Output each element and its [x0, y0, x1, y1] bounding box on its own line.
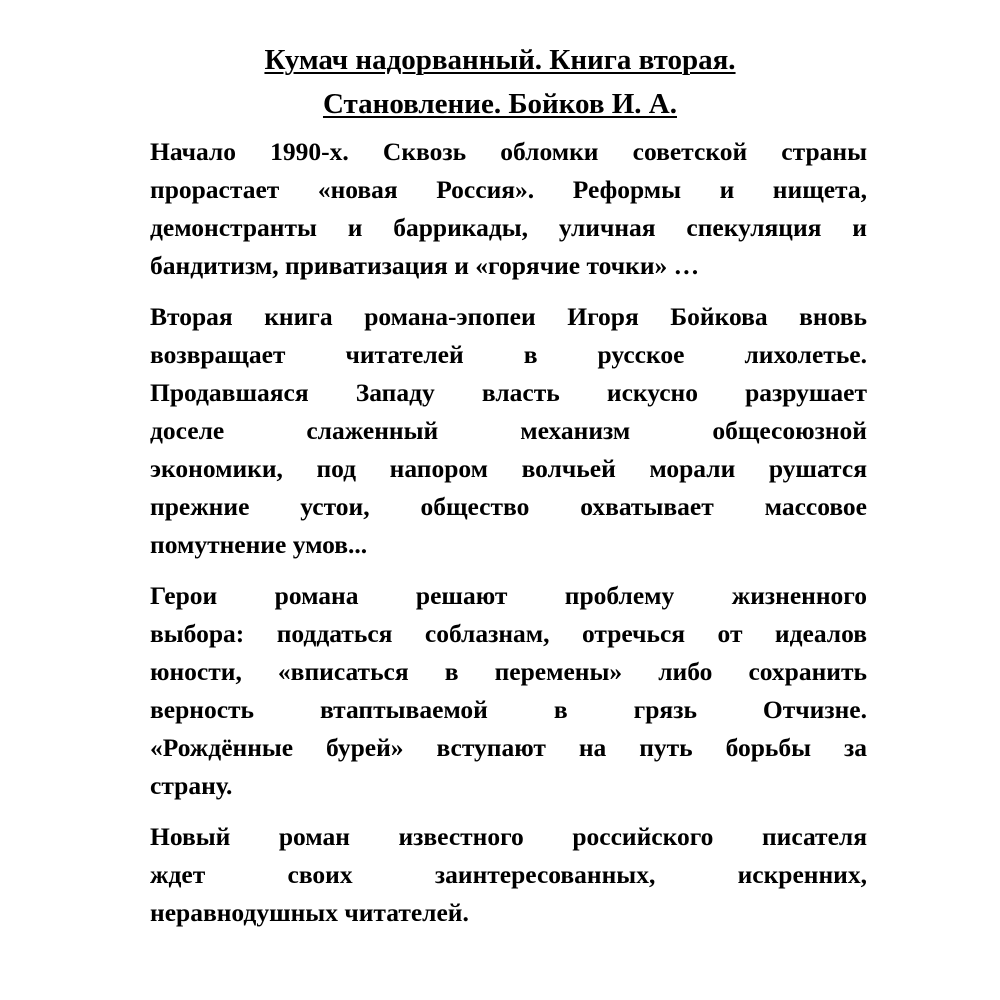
paragraph-line: Начало 1990-х. Сквозь обломки советской страны	[150, 137, 867, 166]
paragraph-line: Новый роман известного российского писателя	[150, 822, 867, 851]
paragraph-line: ждет своих заинтересованных, искренних,	[150, 860, 867, 889]
paragraph-line: возвращает читателей в русское лихолетье.	[150, 340, 867, 369]
paragraph-3	[150, 577, 867, 805]
paragraph-line: доселе слаженный механизм общесоюзной	[150, 416, 867, 445]
paragraph-line: прежние устои, общество охватывает массовое	[150, 492, 867, 521]
paragraph-line: Продавшаяся Западу власть искусно разрушает	[150, 378, 867, 407]
paragraph-line: страну.	[150, 771, 233, 800]
paragraph-line: верность втаптываемой в грязь Отчизне.	[150, 695, 867, 724]
paragraph-line: Герои романа решают проблему жизненного	[150, 581, 867, 610]
paragraph-line: помутнение умов...	[150, 530, 368, 559]
paragraph-line: выбора: поддаться соблазнам, отречься от идеалов	[150, 619, 867, 648]
title-line-1: Кумач надорванный. Книга вторая.	[264, 44, 736, 76]
paragraph-line: демонстранты и баррикады, уличная спекуляция и	[150, 213, 867, 242]
title-line-2: Становление. Бойков И. А.	[322, 88, 677, 120]
paragraph-line: юности, «вписаться в перемены» либо сохранить	[150, 657, 867, 686]
paragraph-4	[150, 818, 867, 932]
paragraph-1	[150, 133, 867, 285]
paragraph-line: Вторая книга романа-эпопеи Игоря Бойкова вновь	[150, 302, 867, 331]
paragraph-line: экономики, под напором волчьей морали рушатся	[150, 454, 867, 483]
paragraph-line: неравнодушных читателей.	[150, 898, 469, 927]
paragraph-2	[150, 298, 867, 564]
paragraph-line: бандитизм, приватизация и «горячие точки» …	[150, 251, 700, 280]
paragraph-line: «Рождённые бурей» вступают на путь борьбы за	[150, 733, 867, 762]
annotation-body	[150, 133, 867, 945]
paragraph-line: прорастает «новая Россия». Реформы и нищета,	[150, 175, 867, 204]
